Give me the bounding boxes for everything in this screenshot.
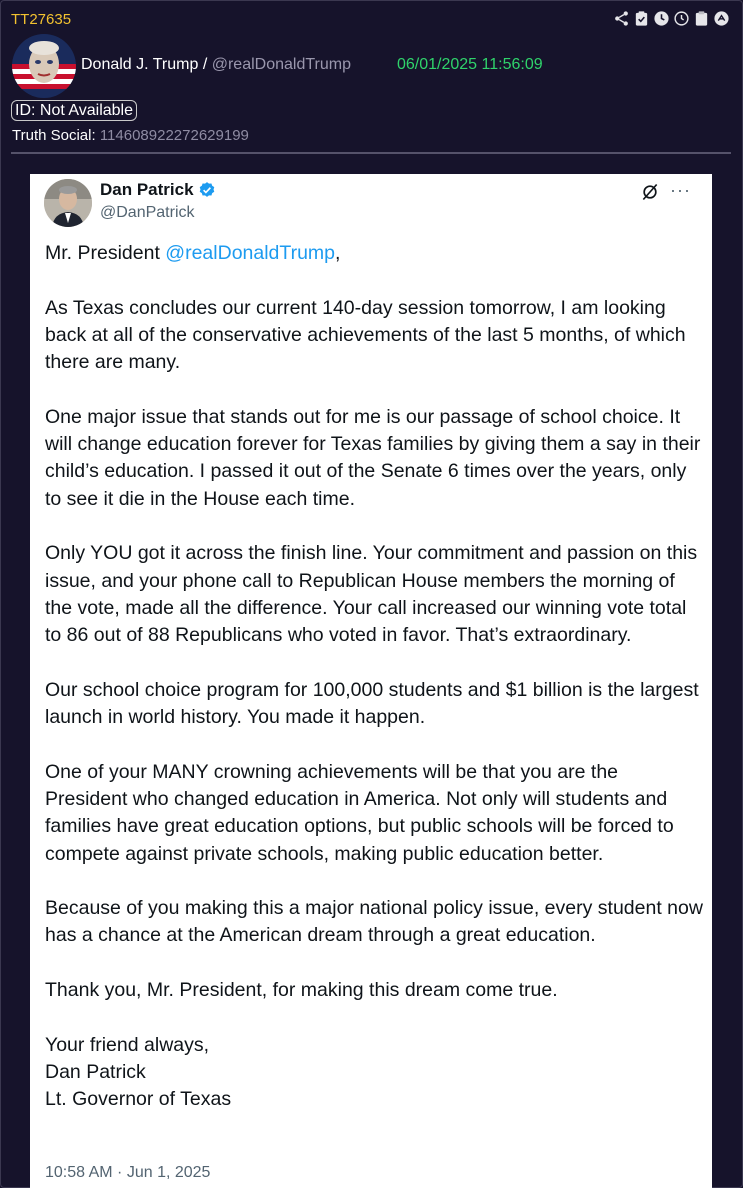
source-line	[12, 127, 249, 144]
author-handle[interactable]: @realDonaldTrump	[211, 56, 351, 73]
tweet-paragraph: Only YOU got it across the finish line. Your commitment and passion on this issue, and your phone call to Republican House members the morning of the vote, made all the difference. Your call increased our winning vote total to 86 out of 88 Republicans who voted in favor. That’s extraordinary.	[45, 542, 698, 647]
post-toolbar	[613, 10, 730, 27]
tweet-paragraph: Thank you, Mr. President, for making this dream come true.	[45, 979, 558, 1002]
clipboard-icon[interactable]	[693, 10, 710, 27]
greeting-prefix: Mr. President	[45, 242, 166, 264]
tweet-body	[45, 240, 705, 1114]
grok-icon[interactable]	[640, 182, 660, 202]
signoff-line: Your friend always,	[45, 1033, 210, 1056]
tweet-author-handle[interactable]: @DanPatrick	[100, 204, 195, 221]
author-separator: /	[198, 56, 212, 73]
verified-badge-icon	[198, 181, 216, 199]
tweet-paragraph: As Texas concludes our current 140-day session tomorrow, I am looking back at all of the conservative achievements of the last 5 months, of which there are many.	[45, 296, 686, 374]
share-icon[interactable]	[613, 10, 630, 27]
clock-outline-icon[interactable]	[673, 10, 690, 27]
tweet-author-name[interactable]	[100, 180, 216, 200]
tweet-greeting	[45, 240, 705, 267]
post-timestamp: 06/01/2025 11:56:09	[397, 56, 543, 73]
id-badge: ID: Not Available	[11, 100, 137, 121]
tweet-author-name-text: Dan Patrick	[100, 180, 194, 199]
tweet-paragraph: One of your MANY crowning achievements will be that you are the President who changed education in America. Not only will students and families have great education options, but public schools will be forced to compete against private schools, making public education better.	[45, 760, 674, 865]
up-arrow-circle-icon[interactable]	[713, 10, 730, 27]
signoff-line: Dan Patrick	[45, 1060, 146, 1083]
tweet-paragraph: Because of you making this a major national policy issue, every student now has a chance at the American dream through a great education.	[45, 897, 703, 947]
source-id[interactable]: 114608922272629199	[99, 127, 249, 144]
author-name[interactable]: Donald J. Trump	[81, 56, 199, 73]
clipboard-check-icon[interactable]	[633, 10, 650, 27]
tweet-avatar[interactable]	[44, 179, 92, 227]
divider	[11, 152, 731, 154]
tweet-signoff	[45, 1032, 705, 1114]
author-line	[81, 56, 351, 74]
tweet-paragraph: One major issue that stands out for me is our passage of school choice. It will change education forever for Texas families by giving them a say in their child’s education. I passed it out of the Senate 6 times over the years, only to see it die in the House each time.	[45, 405, 701, 510]
tweet-paragraph: Our school choice program for 100,000 students and $1 billion is the largest launch in world history. You made it happen.	[45, 678, 699, 729]
author-avatar[interactable]	[12, 34, 76, 98]
post-id[interactable]: TT27635	[11, 11, 72, 28]
clock-icon[interactable]	[653, 10, 670, 27]
mention-link[interactable]: @realDonaldTrump	[165, 242, 336, 264]
more-options-icon[interactable]: ···	[670, 180, 691, 200]
greeting-suffix: ,	[335, 242, 341, 264]
embedded-tweet	[30, 174, 712, 1188]
source-label: Truth Social:	[12, 127, 96, 144]
tweet-time[interactable]: 10:58 AM · Jun 1, 2025	[45, 1164, 211, 1181]
signoff-line: Lt. Governor of Texas	[45, 1088, 232, 1111]
